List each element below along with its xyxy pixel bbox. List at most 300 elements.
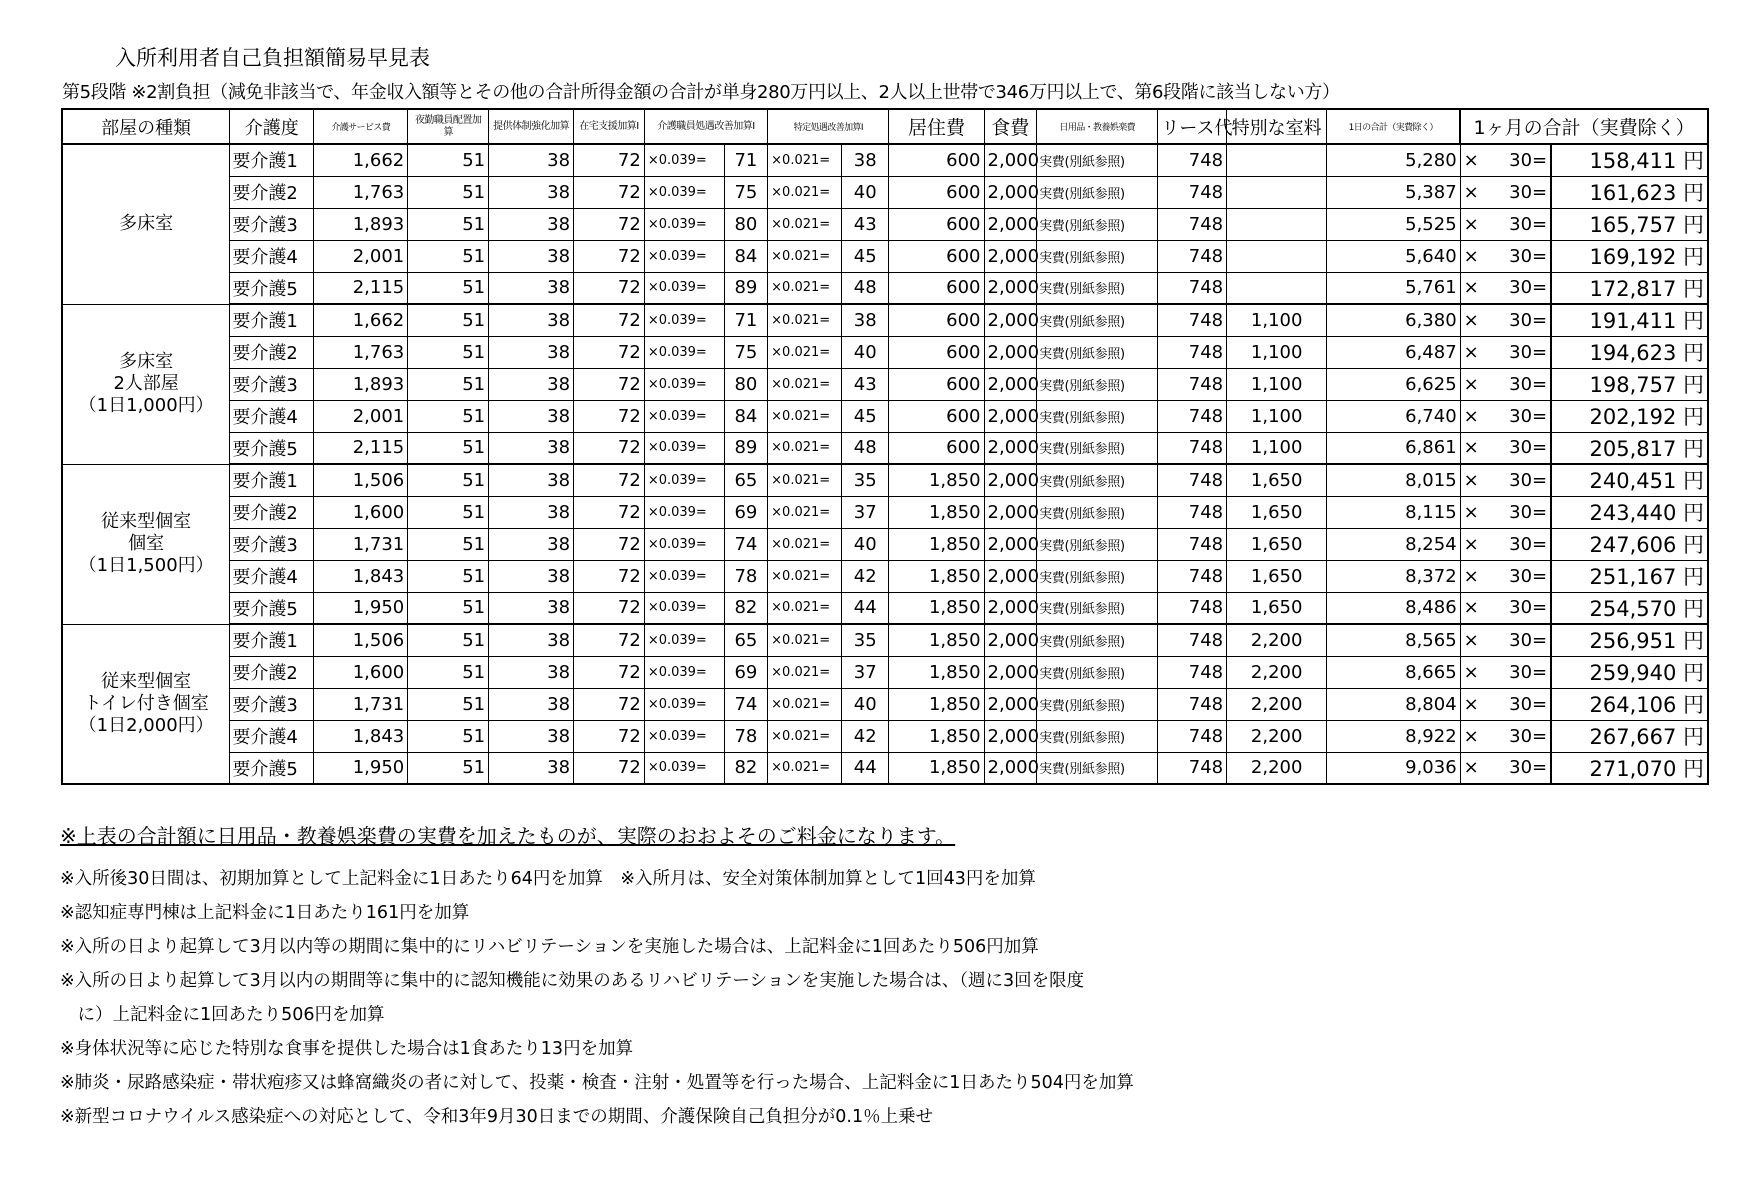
zaitaku-cell: 72	[574, 656, 645, 688]
table-row	[62, 752, 1708, 784]
multiply-sign-cell: ×	[1460, 432, 1490, 464]
tokutei-value-cell: 44	[841, 752, 889, 784]
jippi-cell: 実費(別紙参照)	[1037, 432, 1158, 464]
room-fee-cell	[1227, 144, 1327, 176]
daily-total-cell: 6,625	[1327, 368, 1460, 400]
tokutei-value-cell: 35	[841, 464, 889, 496]
service-fee-cell: 1,731	[314, 528, 408, 560]
daily-total-cell: 8,015	[1327, 464, 1460, 496]
monthly-total-cell: 158,411 円	[1551, 144, 1708, 176]
care-level-cell: 要介護1	[230, 304, 314, 336]
kaigo-value-cell: 74	[724, 688, 767, 720]
tokutei-multiplier-cell: ×0.021=	[768, 592, 842, 624]
zaitaku-cell: 72	[574, 720, 645, 752]
monthly-total-cell: 247,606 円	[1551, 528, 1708, 560]
kaigo-multiplier-cell: ×0.039=	[644, 656, 724, 688]
teikyo-cell: 38	[489, 336, 574, 368]
room-fee-cell	[1227, 240, 1327, 272]
room-fee-cell: 1,650	[1227, 496, 1327, 528]
service-fee-cell: 1,506	[314, 624, 408, 656]
tokutei-value-cell: 48	[841, 432, 889, 464]
room-type-line: （1日1,500円）	[78, 555, 214, 576]
days-cell: 30=	[1490, 400, 1551, 432]
kyoju-cell: 1,850	[889, 688, 984, 720]
tokutei-value-cell: 40	[841, 528, 889, 560]
lease-cell: 748	[1158, 336, 1227, 368]
multiply-sign-cell: ×	[1460, 400, 1490, 432]
tokutei-multiplier-cell: ×0.021=	[768, 624, 842, 656]
service-fee-cell: 1,763	[314, 176, 408, 208]
zaitaku-cell: 72	[574, 528, 645, 560]
kaigo-multiplier-cell: ×0.039=	[644, 592, 724, 624]
kyoju-cell: 600	[889, 240, 984, 272]
header-daily-total: 1日の合計（実費除く）	[1327, 109, 1460, 144]
table-row	[62, 592, 1708, 624]
monthly-total-cell: 251,167 円	[1551, 560, 1708, 592]
care-level-cell: 要介護5	[230, 272, 314, 304]
multiply-sign-cell: ×	[1460, 464, 1490, 496]
lease-cell: 748	[1158, 624, 1227, 656]
monthly-total-cell: 240,451 円	[1551, 464, 1708, 496]
care-level-cell: 要介護5	[230, 752, 314, 784]
teikyo-cell: 38	[489, 272, 574, 304]
lease-cell: 748	[1158, 272, 1227, 304]
header-monthly-total: 1ヶ月の合計（実費除く）	[1460, 109, 1708, 144]
header-zaitaku: 在宅支援加算Ⅰ	[574, 109, 645, 144]
kyoju-cell: 600	[889, 400, 984, 432]
kaigo-value-cell: 65	[724, 624, 767, 656]
shoku-cell: 2,000	[984, 496, 1037, 528]
night-staff-cell: 51	[408, 432, 489, 464]
jippi-cell: 実費(別紙参照)	[1037, 144, 1158, 176]
table-row	[62, 720, 1708, 752]
lease-cell: 748	[1158, 240, 1227, 272]
kaigo-value-cell: 71	[724, 144, 767, 176]
header-row	[62, 109, 1708, 144]
kyoju-cell: 1,850	[889, 528, 984, 560]
room-type-line: 従来型個室	[101, 511, 192, 532]
note-item: ※肺炎・尿路感染症・帯状疱疹又は蜂窩織炎の者に対して、投薬・検査・注射・処置等を行った場合、上記料金に1日あたり504円を加算	[60, 1073, 1134, 1093]
shoku-cell: 2,000	[984, 400, 1037, 432]
lease-cell: 748	[1158, 368, 1227, 400]
care-level-cell: 要介護3	[230, 368, 314, 400]
night-staff-cell: 51	[408, 624, 489, 656]
night-staff-cell: 51	[408, 208, 489, 240]
teikyo-cell: 38	[489, 688, 574, 720]
night-staff-cell: 51	[408, 272, 489, 304]
zaitaku-cell: 72	[574, 400, 645, 432]
multiply-sign-cell: ×	[1460, 560, 1490, 592]
zaitaku-cell: 72	[574, 208, 645, 240]
service-fee-cell: 1,506	[314, 464, 408, 496]
multiply-sign-cell: ×	[1460, 176, 1490, 208]
tokutei-multiplier-cell: ×0.021=	[768, 560, 842, 592]
header-jippi: 日用品・教養娯楽費	[1037, 109, 1158, 144]
daily-total-cell: 5,640	[1327, 240, 1460, 272]
room-fee-cell: 1,650	[1227, 464, 1327, 496]
kyoju-cell: 1,850	[889, 656, 984, 688]
kaigo-value-cell: 84	[724, 400, 767, 432]
shoku-cell: 2,000	[984, 432, 1037, 464]
lease-cell: 748	[1158, 528, 1227, 560]
kaigo-multiplier-cell: ×0.039=	[644, 528, 724, 560]
night-staff-cell: 51	[408, 528, 489, 560]
table-row	[62, 528, 1708, 560]
teikyo-cell: 38	[489, 400, 574, 432]
tokutei-multiplier-cell: ×0.021=	[768, 368, 842, 400]
teikyo-cell: 38	[489, 656, 574, 688]
room-type-line: 個室	[128, 533, 165, 554]
tokutei-multiplier-cell: ×0.021=	[768, 304, 842, 336]
service-fee-cell: 1,893	[314, 368, 408, 400]
tokutei-value-cell: 38	[841, 304, 889, 336]
daily-total-cell: 5,280	[1327, 144, 1460, 176]
tokutei-value-cell: 35	[841, 624, 889, 656]
kaigo-value-cell: 65	[724, 464, 767, 496]
shoku-cell: 2,000	[984, 176, 1037, 208]
room-fee-cell: 1,100	[1227, 304, 1327, 336]
zaitaku-cell: 72	[574, 176, 645, 208]
service-fee-cell: 1,600	[314, 496, 408, 528]
service-fee-cell: 2,115	[314, 432, 408, 464]
shoku-cell: 2,000	[984, 528, 1037, 560]
teikyo-cell: 38	[489, 528, 574, 560]
note-item: ※身体状況等に応じた特別な食事を提供した場合は1食あたり13円を加算	[60, 1039, 634, 1059]
room-fee-cell: 1,100	[1227, 432, 1327, 464]
kaigo-multiplier-cell: ×0.039=	[644, 144, 724, 176]
days-cell: 30=	[1490, 336, 1551, 368]
kaigo-value-cell: 80	[724, 368, 767, 400]
kyoju-cell: 600	[889, 304, 984, 336]
table-row	[62, 560, 1708, 592]
jippi-cell: 実費(別紙参照)	[1037, 336, 1158, 368]
care-level-cell: 要介護3	[230, 688, 314, 720]
shoku-cell: 2,000	[984, 560, 1037, 592]
notes-list	[60, 862, 1134, 1134]
zaitaku-cell: 72	[574, 624, 645, 656]
monthly-total-cell: 259,940 円	[1551, 656, 1708, 688]
service-fee-cell: 2,001	[314, 240, 408, 272]
multiply-sign-cell: ×	[1460, 752, 1490, 784]
days-cell: 30=	[1490, 208, 1551, 240]
teikyo-cell: 38	[489, 176, 574, 208]
table-row	[62, 624, 1708, 656]
days-cell: 30=	[1490, 176, 1551, 208]
tokutei-value-cell: 37	[841, 656, 889, 688]
kyoju-cell: 1,850	[889, 752, 984, 784]
shoku-cell: 2,000	[984, 464, 1037, 496]
table-row	[62, 432, 1708, 464]
days-cell: 30=	[1490, 464, 1551, 496]
service-fee-cell: 1,843	[314, 560, 408, 592]
room-fee-cell: 1,100	[1227, 368, 1327, 400]
kyoju-cell: 1,850	[889, 624, 984, 656]
multiply-sign-cell: ×	[1460, 304, 1490, 336]
kaigo-multiplier-cell: ×0.039=	[644, 688, 724, 720]
header-night-staff: 夜勤職員配置加 算	[408, 109, 489, 144]
kaigo-multiplier-cell: ×0.039=	[644, 624, 724, 656]
note-item: ※新型コロナウイルス感染症への対応として、令和3年9月30日までの期間、介護保険自己負担分が0.1％上乗せ	[60, 1107, 934, 1127]
tokutei-multiplier-cell: ×0.021=	[768, 208, 842, 240]
zaitaku-cell: 72	[574, 368, 645, 400]
days-cell: 30=	[1490, 592, 1551, 624]
night-staff-cell: 51	[408, 656, 489, 688]
monthly-total-cell: 161,623 円	[1551, 176, 1708, 208]
kaigo-multiplier-cell: ×0.039=	[644, 240, 724, 272]
room-fee-cell: 2,200	[1227, 656, 1327, 688]
room-fee-cell: 1,100	[1227, 400, 1327, 432]
zaitaku-cell: 72	[574, 304, 645, 336]
night-staff-cell: 51	[408, 560, 489, 592]
header-room-fee: 特別な室料	[1227, 109, 1327, 144]
kyoju-cell: 1,850	[889, 496, 984, 528]
monthly-total-cell: 264,106 円	[1551, 688, 1708, 720]
care-level-cell: 要介護2	[230, 496, 314, 528]
service-fee-cell: 2,001	[314, 400, 408, 432]
tokutei-value-cell: 43	[841, 368, 889, 400]
kaigo-value-cell: 78	[724, 560, 767, 592]
care-level-cell: 要介護4	[230, 240, 314, 272]
kyoju-cell: 1,850	[889, 464, 984, 496]
daily-total-cell: 6,740	[1327, 400, 1460, 432]
lease-cell: 748	[1158, 176, 1227, 208]
kaigo-multiplier-cell: ×0.039=	[644, 496, 724, 528]
kaigo-multiplier-cell: ×0.039=	[644, 304, 724, 336]
days-cell: 30=	[1490, 432, 1551, 464]
jippi-cell: 実費(別紙参照)	[1037, 720, 1158, 752]
lease-cell: 748	[1158, 720, 1227, 752]
multiply-sign-cell: ×	[1460, 624, 1490, 656]
table-row	[62, 496, 1708, 528]
kyoju-cell: 600	[889, 368, 984, 400]
note-item: ※入所の日より起算して3月以内等の期間に集中的にリハビリテーションを実施した場合は、上記料金に1回あたり506円加算	[60, 937, 1039, 957]
zaitaku-cell: 72	[574, 144, 645, 176]
daily-total-cell: 6,487	[1327, 336, 1460, 368]
room-fee-cell: 2,200	[1227, 688, 1327, 720]
shoku-cell: 2,000	[984, 304, 1037, 336]
multiply-sign-cell: ×	[1460, 144, 1490, 176]
days-cell: 30=	[1490, 688, 1551, 720]
kaigo-value-cell: 89	[724, 272, 767, 304]
jippi-cell: 実費(別紙参照)	[1037, 560, 1158, 592]
tokutei-value-cell: 48	[841, 272, 889, 304]
kyoju-cell: 600	[889, 144, 984, 176]
table-row	[62, 240, 1708, 272]
room-fee-cell: 1,100	[1227, 336, 1327, 368]
lease-cell: 748	[1158, 432, 1227, 464]
days-cell: 30=	[1490, 752, 1551, 784]
tokutei-value-cell: 45	[841, 400, 889, 432]
tokutei-multiplier-cell: ×0.021=	[768, 144, 842, 176]
daily-total-cell: 8,486	[1327, 592, 1460, 624]
kyoju-cell: 1,850	[889, 560, 984, 592]
multiply-sign-cell: ×	[1460, 336, 1490, 368]
lease-cell: 748	[1158, 752, 1227, 784]
teikyo-cell: 38	[489, 752, 574, 784]
tokutei-multiplier-cell: ×0.021=	[768, 496, 842, 528]
room-type-cell	[62, 464, 230, 624]
kyoju-cell: 600	[889, 176, 984, 208]
monthly-total-cell: 194,623 円	[1551, 336, 1708, 368]
page-title: 入所利用者自己負担額簡易早見表	[115, 46, 430, 70]
note-item: ※入所後30日間は、初期加算として上記料金に1日あたり64円を加算 ※入所月は、安全対策体制加算として1回43円を加算	[60, 869, 1036, 889]
kaigo-multiplier-cell: ×0.039=	[644, 400, 724, 432]
header-teikyo: 提供体制強化加算	[489, 109, 574, 144]
daily-total-cell: 5,387	[1327, 176, 1460, 208]
kaigo-multiplier-cell: ×0.039=	[644, 752, 724, 784]
room-type-cell	[62, 624, 230, 784]
kaigo-value-cell: 89	[724, 432, 767, 464]
kyoju-cell: 600	[889, 432, 984, 464]
room-type-line: （1日2,000円）	[78, 714, 214, 736]
days-cell: 30=	[1490, 560, 1551, 592]
room-fee-cell: 2,200	[1227, 624, 1327, 656]
care-level-cell: 要介護4	[230, 400, 314, 432]
zaitaku-cell: 72	[574, 592, 645, 624]
shoku-cell: 2,000	[984, 688, 1037, 720]
kyoju-cell: 600	[889, 336, 984, 368]
daily-total-cell: 5,525	[1327, 208, 1460, 240]
tokutei-value-cell: 44	[841, 592, 889, 624]
jippi-cell: 実費(別紙参照)	[1037, 528, 1158, 560]
tokutei-value-cell: 40	[841, 336, 889, 368]
room-type-line: （1日1,000円）	[78, 395, 214, 416]
daily-total-cell: 8,922	[1327, 720, 1460, 752]
page-subtitle: 第5段階 ※2割負担（減免非該当で、年金収入額等とその他の合計所得金額の合計が単身280万円以上、2人以上世帯で346万円以上で、第6段階に該当しない方）	[62, 82, 1340, 103]
room-fee-cell: 1,650	[1227, 592, 1327, 624]
care-level-cell: 要介護2	[230, 176, 314, 208]
zaitaku-cell: 72	[574, 336, 645, 368]
daily-total-cell: 8,565	[1327, 624, 1460, 656]
teikyo-cell: 38	[489, 464, 574, 496]
night-staff-cell: 51	[408, 368, 489, 400]
night-staff-cell: 51	[408, 720, 489, 752]
lease-cell: 748	[1158, 400, 1227, 432]
care-level-cell: 要介護2	[230, 336, 314, 368]
kyoju-cell: 1,850	[889, 592, 984, 624]
table-row	[62, 656, 1708, 688]
table-row	[62, 144, 1708, 176]
daily-total-cell: 8,804	[1327, 688, 1460, 720]
room-type-line: 多床室	[119, 351, 174, 372]
room-fee-cell	[1227, 176, 1327, 208]
header-kyoju: 居住費	[889, 109, 984, 144]
zaitaku-cell: 72	[574, 240, 645, 272]
kaigo-value-cell: 78	[724, 720, 767, 752]
tokutei-multiplier-cell: ×0.021=	[768, 240, 842, 272]
kaigo-multiplier-cell: ×0.039=	[644, 368, 724, 400]
lease-cell: 748	[1158, 688, 1227, 720]
tokutei-multiplier-cell: ×0.021=	[768, 336, 842, 368]
multiply-sign-cell: ×	[1460, 688, 1490, 720]
care-level-cell: 要介護4	[230, 560, 314, 592]
lease-cell: 748	[1158, 560, 1227, 592]
room-fee-cell	[1227, 272, 1327, 304]
kaigo-value-cell: 74	[724, 528, 767, 560]
jippi-cell: 実費(別紙参照)	[1037, 496, 1158, 528]
night-staff-cell: 51	[408, 496, 489, 528]
service-fee-cell: 1,662	[314, 304, 408, 336]
jippi-cell: 実費(別紙参照)	[1037, 752, 1158, 784]
table-row	[62, 272, 1708, 304]
monthly-total-cell: 198,757 円	[1551, 368, 1708, 400]
shoku-cell: 2,000	[984, 240, 1037, 272]
note-item: ※入所の日より起算して3月以内の期間等に集中的に認知機能に効果のあるリハビリテーションを実施した場合は、（週に3回を限度	[60, 971, 1085, 991]
jippi-cell: 実費(別紙参照)	[1037, 464, 1158, 496]
days-cell: 30=	[1490, 304, 1551, 336]
teikyo-cell: 38	[489, 560, 574, 592]
shoku-cell: 2,000	[984, 336, 1037, 368]
kaigo-multiplier-cell: ×0.039=	[644, 464, 724, 496]
jippi-cell: 実費(別紙参照)	[1037, 240, 1158, 272]
night-staff-cell: 51	[408, 752, 489, 784]
tokutei-multiplier-cell: ×0.021=	[768, 656, 842, 688]
tokutei-multiplier-cell: ×0.021=	[768, 752, 842, 784]
teikyo-cell: 38	[489, 592, 574, 624]
zaitaku-cell: 72	[574, 464, 645, 496]
teikyo-cell: 38	[489, 624, 574, 656]
days-cell: 30=	[1490, 496, 1551, 528]
room-fee-cell: 2,200	[1227, 752, 1327, 784]
jippi-cell: 実費(別紙参照)	[1037, 176, 1158, 208]
monthly-total-cell: 169,192 円	[1551, 240, 1708, 272]
service-fee-cell: 2,115	[314, 272, 408, 304]
monthly-total-cell: 205,817 円	[1551, 432, 1708, 464]
jippi-cell: 実費(別紙参照)	[1037, 400, 1158, 432]
jippi-cell: 実費(別紙参照)	[1037, 624, 1158, 656]
tokutei-multiplier-cell: ×0.021=	[768, 272, 842, 304]
multiply-sign-cell: ×	[1460, 496, 1490, 528]
multiply-sign-cell: ×	[1460, 592, 1490, 624]
multiply-sign-cell: ×	[1460, 368, 1490, 400]
night-staff-cell: 51	[408, 464, 489, 496]
tokutei-value-cell: 42	[841, 560, 889, 592]
shoku-cell: 2,000	[984, 752, 1037, 784]
night-staff-cell: 51	[408, 176, 489, 208]
daily-total-cell: 5,761	[1327, 272, 1460, 304]
service-fee-cell: 1,950	[314, 592, 408, 624]
monthly-total-cell: 202,192 円	[1551, 400, 1708, 432]
lease-cell: 748	[1158, 304, 1227, 336]
tokutei-value-cell: 42	[841, 720, 889, 752]
night-staff-cell: 51	[408, 688, 489, 720]
header-lease: リース代	[1158, 109, 1227, 144]
multiply-sign-cell: ×	[1460, 208, 1490, 240]
service-fee-cell: 1,843	[314, 720, 408, 752]
teikyo-cell: 38	[489, 208, 574, 240]
multiply-sign-cell: ×	[1460, 240, 1490, 272]
kaigo-value-cell: 69	[724, 496, 767, 528]
multiply-sign-cell: ×	[1460, 528, 1490, 560]
jippi-cell: 実費(別紙参照)	[1037, 368, 1158, 400]
teikyo-cell: 38	[489, 368, 574, 400]
daily-total-cell: 8,372	[1327, 560, 1460, 592]
room-type-cell	[62, 304, 230, 464]
kaigo-value-cell: 84	[724, 240, 767, 272]
days-cell: 30=	[1490, 656, 1551, 688]
zaitaku-cell: 72	[574, 688, 645, 720]
service-fee-cell: 1,950	[314, 752, 408, 784]
jippi-cell: 実費(別紙参照)	[1037, 272, 1158, 304]
room-fee-cell: 2,200	[1227, 720, 1327, 752]
table-row	[62, 208, 1708, 240]
jippi-cell: 実費(別紙参照)	[1037, 304, 1158, 336]
header-care-level: 介護度	[230, 109, 314, 144]
monthly-total-cell: 165,757 円	[1551, 208, 1708, 240]
kaigo-multiplier-cell: ×0.039=	[644, 272, 724, 304]
kaigo-value-cell: 82	[724, 592, 767, 624]
jippi-cell: 実費(別紙参照)	[1037, 688, 1158, 720]
